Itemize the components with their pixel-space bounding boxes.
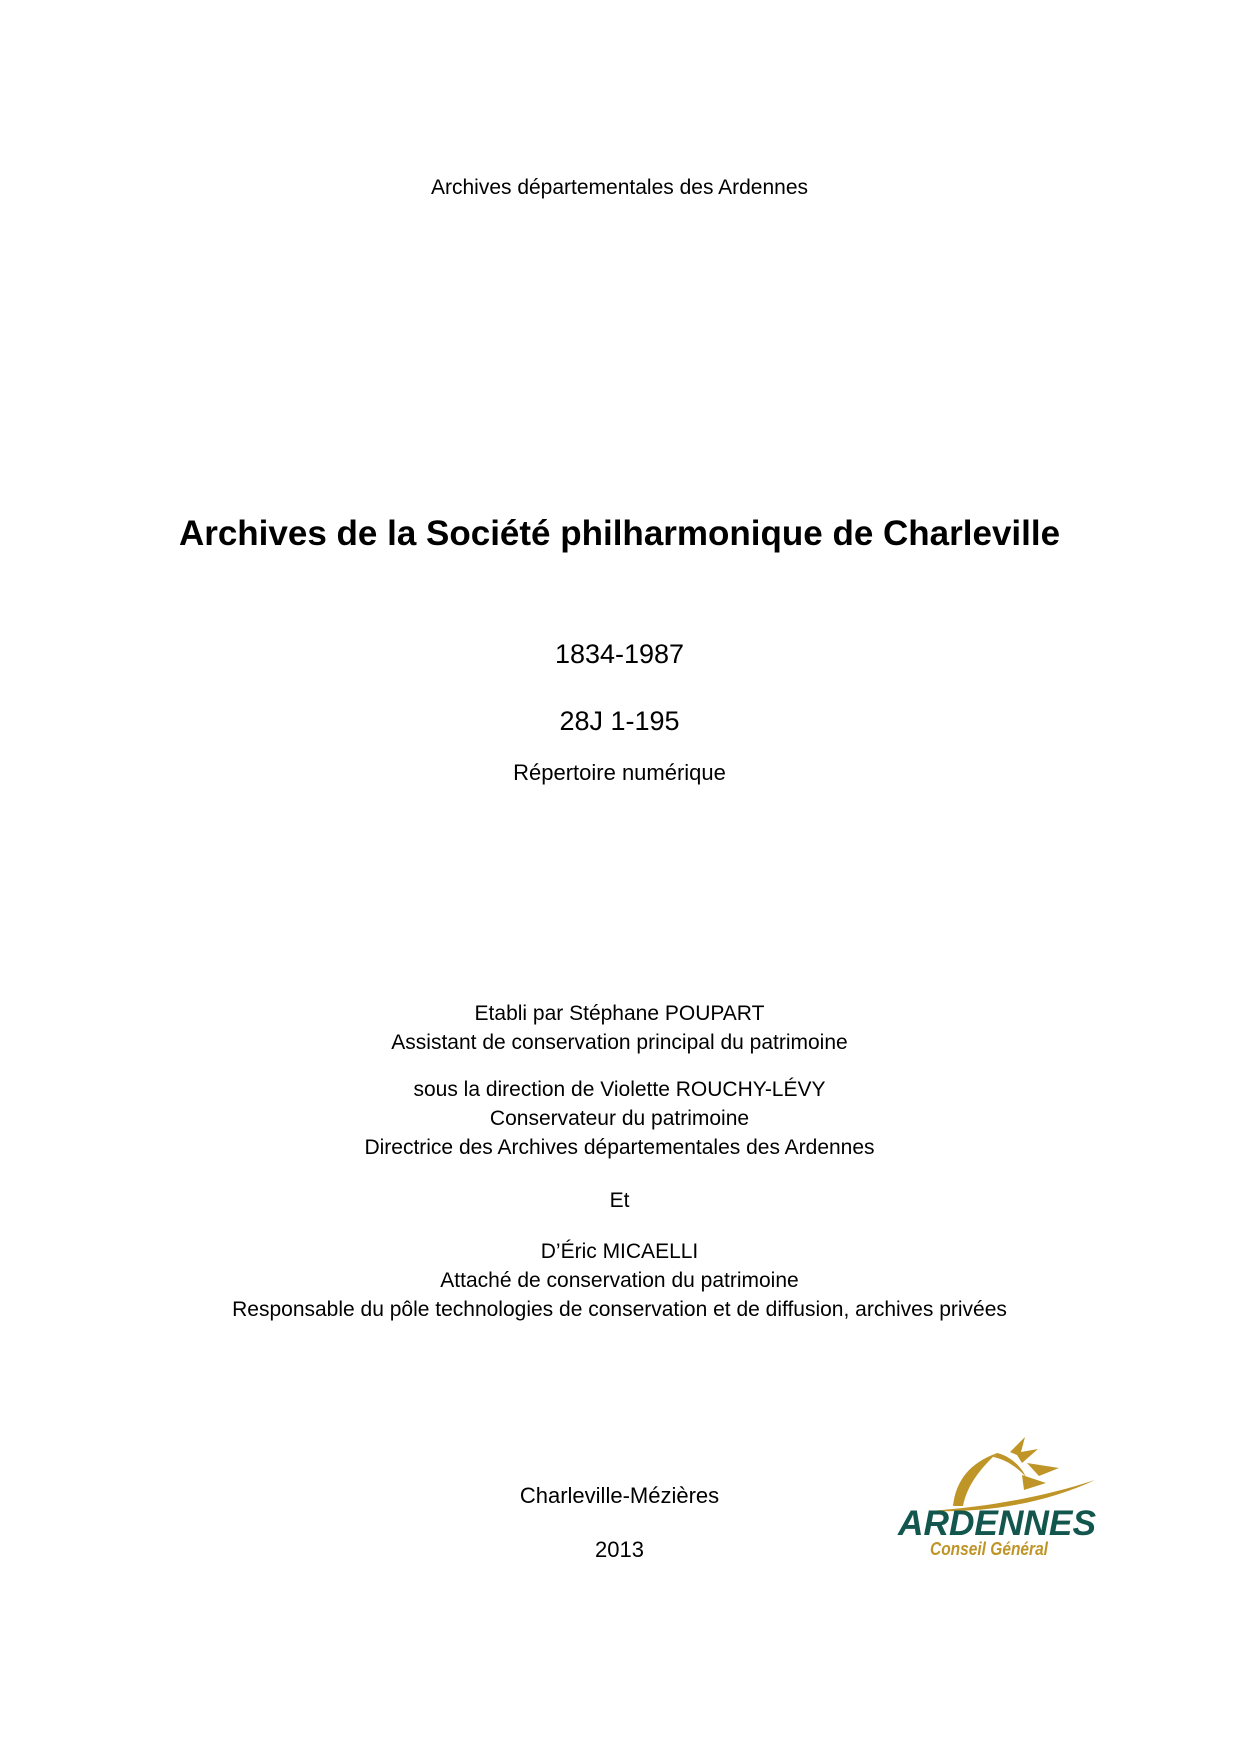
- codirection-name-line: D’Éric MICAELLI: [540, 1240, 699, 1263]
- page-title: Archives de la Société philharmonique de Charleville: [178, 514, 1061, 553]
- logo-wordmark: ARDENNES: [896, 1504, 1096, 1543]
- publication-place: Charleville-Mézières: [519, 1483, 720, 1508]
- document-type: Répertoire numérique: [513, 760, 726, 785]
- direction-role-line: Directrice des Archives départementales des Ardennes: [364, 1136, 875, 1159]
- direction-title-line: Conservateur du patrimoine: [489, 1107, 750, 1130]
- publication-year: 2013: [595, 1537, 644, 1562]
- ardennes-logo: [893, 1424, 1105, 1564]
- codirection-block: [0, 1237, 1239, 1324]
- codirection-title-line: Attaché de conservation du patrimoine: [440, 1269, 799, 1292]
- reference-code: 28J 1-195: [559, 706, 680, 736]
- logo-subtitle: Conseil Général: [930, 1539, 1049, 1559]
- author-name-line: Etabli par Stéphane POUPART: [474, 1002, 765, 1025]
- author-title-line: Assistant de conservation principal du patrimoine: [391, 1031, 848, 1054]
- author-block: [0, 999, 1239, 1057]
- boar-swoosh-icon: [929, 1437, 1095, 1511]
- direction-block: [0, 1075, 1239, 1162]
- direction-name-line: sous la direction de Violette ROUCHY-LÉVY: [413, 1078, 826, 1101]
- institution-header: Archives départementales des Ardennes: [430, 176, 809, 199]
- codirection-role-line: Responsable du pôle technologies de conservation et de diffusion, archives privées: [232, 1298, 1007, 1321]
- date-range: 1834-1987: [554, 639, 685, 669]
- conjunction: Et: [609, 1189, 630, 1212]
